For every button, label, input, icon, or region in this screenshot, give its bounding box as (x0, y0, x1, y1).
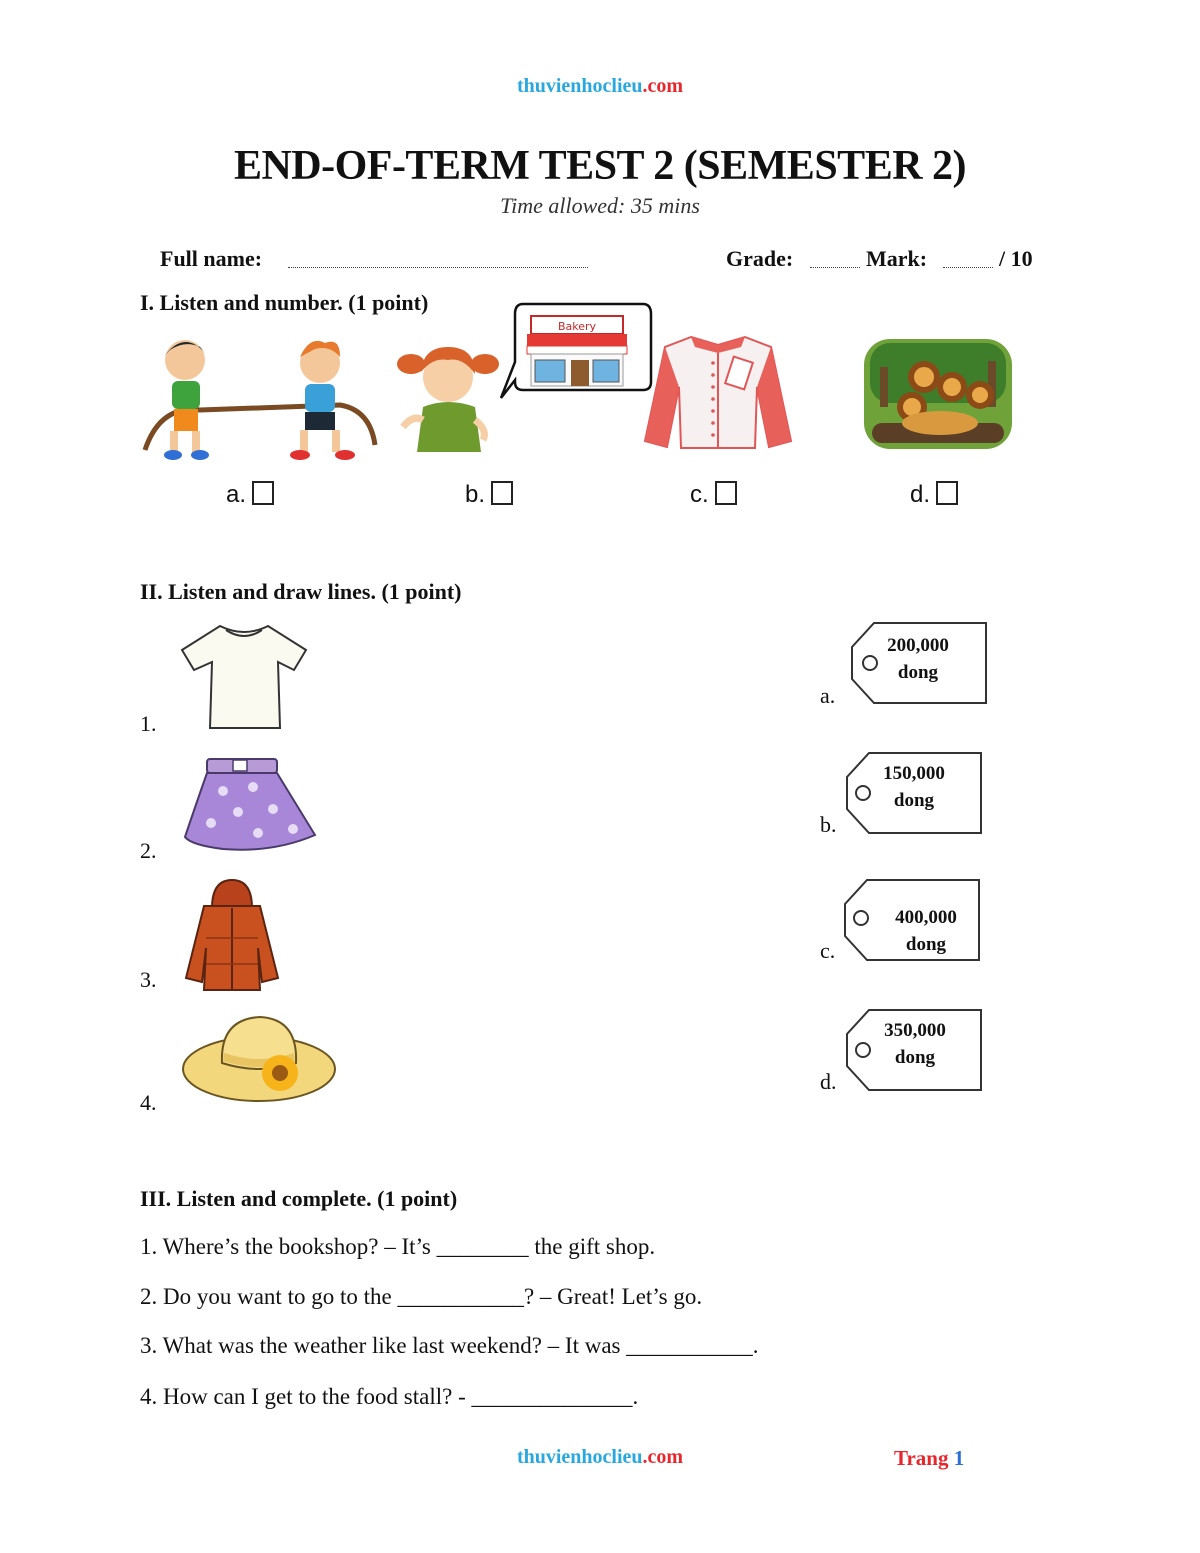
page-word: Trang (894, 1446, 949, 1470)
footer-site-name (0, 1446, 1200, 1469)
tag-a-letter: a. (820, 683, 836, 708)
tug-of-war-image (140, 335, 380, 465)
question-1: 1. Where’s the bookshop? – It’s ________ the gift shop. (140, 1234, 656, 1259)
price-tag-d-price: 350,000 (884, 1020, 946, 1041)
mark-total: / 10 (999, 246, 1033, 271)
shop-sign-text: Bakery (557, 320, 597, 333)
price-tag-a-unit: dong (897, 662, 939, 683)
red-shirt-image (643, 333, 793, 451)
section3-heading: III. Listen and complete. (1 point) (140, 1186, 458, 1211)
grade-label: Grade: (726, 246, 794, 271)
tag-d-letter: d. (820, 1069, 837, 1094)
grade-field[interactable] (810, 252, 860, 268)
header-site-part1: thuvienhoclieu (516, 75, 643, 97)
option-b-checkbox[interactable] (491, 481, 513, 505)
option-d (910, 481, 958, 509)
tshirt-image (180, 622, 310, 732)
option-c-label: c. (690, 481, 709, 508)
option-b (465, 481, 513, 509)
question-2: 2. Do you want to go to the ___________? – Great! Let’s go. (140, 1284, 703, 1309)
item-2-number: 2. (140, 838, 157, 863)
price-tag-a-price: 200,000 (887, 635, 949, 656)
section1-heading: I. Listen and number. (1 point) (140, 290, 429, 315)
item-4-number: 4. (140, 1090, 157, 1115)
header-site-name (0, 75, 1200, 98)
price-tag-d-unit: dong (894, 1047, 936, 1068)
price-tag-c-unit: dong (905, 934, 947, 955)
mark-label: Mark: (866, 246, 928, 271)
page-subtitle: Time allowed: 35 mins (500, 193, 700, 218)
girl-bakery-image (393, 302, 655, 462)
mark-field[interactable] (943, 252, 993, 268)
option-c-checkbox[interactable] (715, 481, 737, 505)
item-3-number: 3. (140, 967, 157, 992)
skirt-image (183, 757, 318, 853)
footer-site-part1: thuvienhoclieu (516, 1446, 643, 1468)
option-d-label: d. (910, 481, 931, 508)
option-a-checkbox[interactable] (252, 481, 274, 505)
hat-image (180, 1013, 338, 1105)
question-3: 3. What was the weather like last weekend? – It was ___________. (140, 1333, 759, 1358)
header-site-part2: .com (642, 75, 684, 97)
question-4: 4. How can I get to the food stall? - ______________. (140, 1384, 639, 1409)
full-name-field[interactable] (288, 252, 588, 268)
option-b-label: b. (465, 481, 486, 508)
tag-c-letter: c. (820, 938, 836, 963)
page-title: END-OF-TERM TEST 2 (SEMESTER 2) (233, 143, 967, 189)
footer-site-part2: .com (642, 1446, 684, 1468)
price-tag-c-price: 400,000 (895, 907, 957, 928)
tag-b-letter: b. (820, 812, 837, 837)
option-a (226, 481, 274, 509)
price-tag-b-unit: dong (893, 790, 935, 811)
lions-image (862, 337, 1014, 451)
jacket-image (182, 878, 282, 992)
option-d-checkbox[interactable] (936, 481, 958, 505)
full-name-label: Full name: (160, 246, 263, 271)
page-num: 1 (953, 1446, 965, 1470)
item-1-number: 1. (140, 711, 157, 736)
price-tag-b-price: 150,000 (883, 763, 945, 784)
option-c (690, 481, 737, 509)
option-a-label: a. (226, 481, 247, 508)
section2-heading: II. Listen and draw lines. (1 point) (140, 579, 462, 604)
page-number (894, 1446, 964, 1471)
